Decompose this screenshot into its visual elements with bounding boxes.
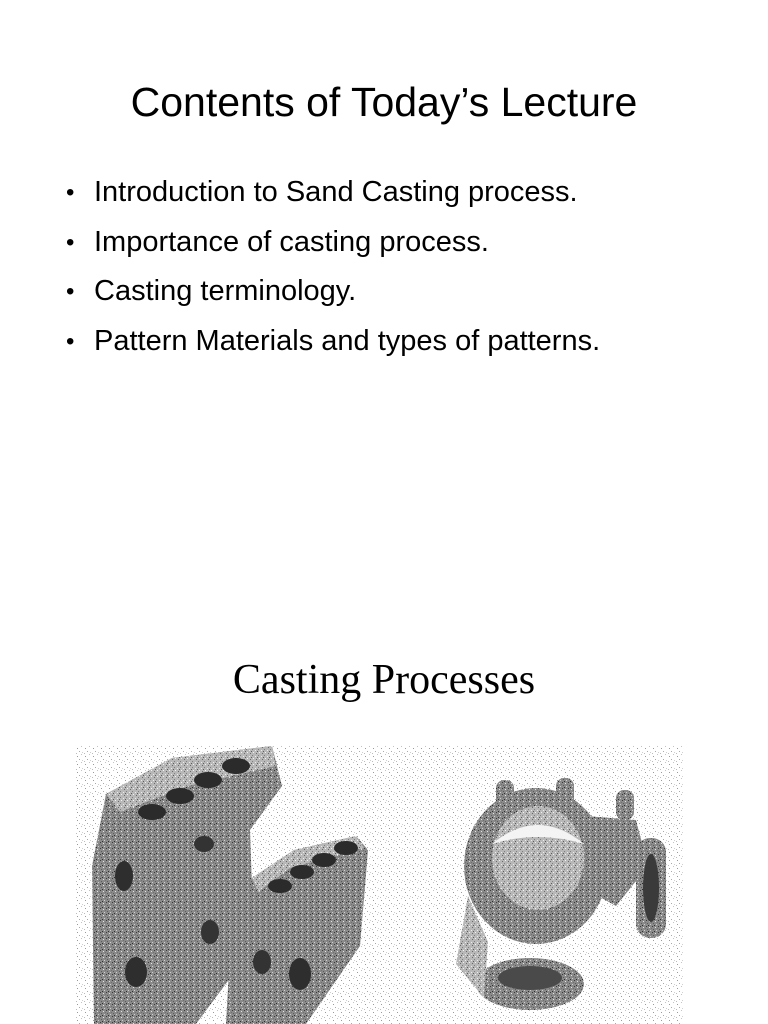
list-item [66,168,600,218]
casting-parts-photo [76,746,684,1024]
bullet-icon: • [66,228,75,256]
slide-casting-processes [0,560,768,1024]
bullet-icon: • [66,179,75,206]
slide-title: Contents of Today’s Lecture [130,79,638,125]
bullet-text: Pattern Materials and types of patterns. [94,324,601,357]
list-item [66,218,600,268]
bullet-text: Importance of casting process. [94,225,489,258]
bullet-list [66,168,600,366]
bullet-text: Casting terminology. [94,275,357,307]
bullet-icon: • [66,278,75,305]
list-item [66,267,600,317]
slide-title: Casting Processes [232,657,536,703]
list-item [66,317,600,367]
bullet-text: Introduction to Sand Casting process. [94,176,578,208]
bullet-icon: • [66,327,75,355]
